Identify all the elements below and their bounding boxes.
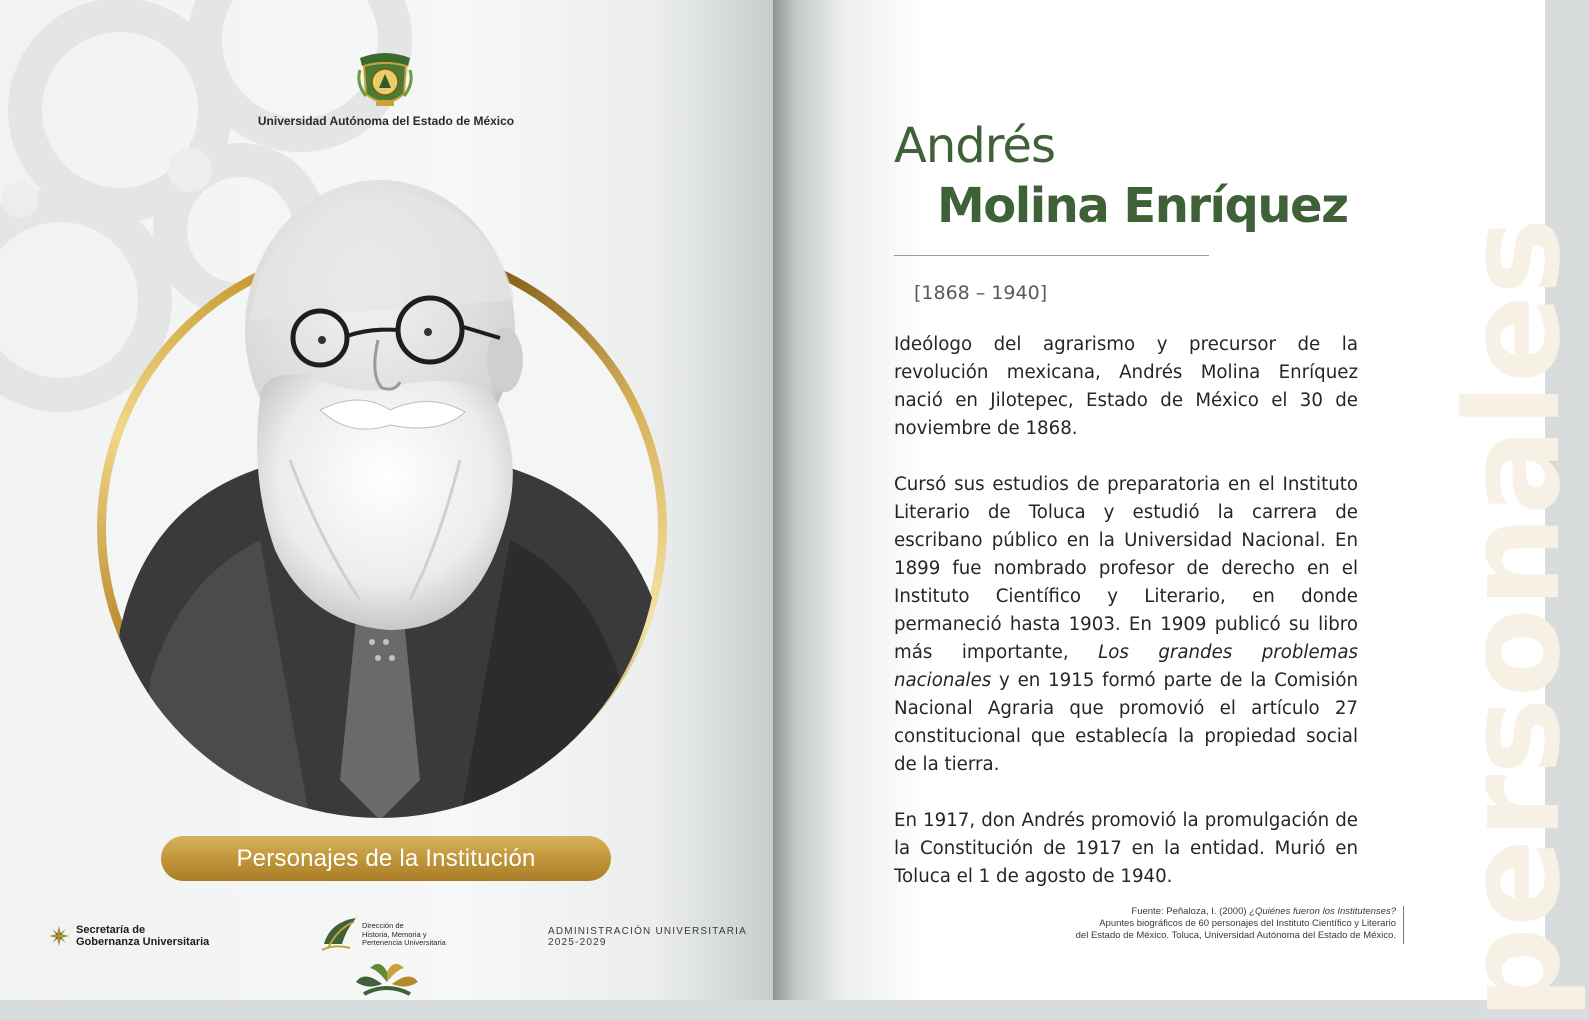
bio-paragraph-1: Ideólogo del agrarismo y precursor de la revolución mexicana, Andrés Molina Enríquez nació en Jilotepec, Estado de México el 30 de noviembre de 1868. [894, 334, 1358, 439]
personajes-banner: Personajes de la Institución [161, 836, 611, 881]
secretaria-label [76, 924, 236, 948]
direccion-line2: Historia, Memoria y [362, 929, 427, 939]
leaf-emblem-logo [350, 960, 424, 1000]
bio-paragraph-2 [894, 471, 1358, 779]
left-page [0, 0, 773, 1000]
source-line-2: Apuntes biográficos de 60 personajes del Instituto Científico y Literario [1099, 918, 1396, 929]
quill-leaf-logo [320, 914, 360, 954]
source-book: ¿Quiénes fueron los Institutenses? [1249, 906, 1396, 917]
admin-line1: ADMINISTRACIÓN UNIVERSITARIA [548, 926, 747, 937]
bio-paragraph-2-part-a: Cursó sus estudios de preparatoria en el Instituto Literario de Toluca y estudió la carrera de escribano público en la Universidad Nacional. En 1899 fue nombrado profesor de derecho en el Instituto Científico y Literario, en donde permaneció hasta 1903. En 1909 publicó su libro más importante, [894, 474, 1358, 663]
book-title: Los grandes problemas nacionales [894, 642, 1358, 691]
direccion-line3: Pertenencia Universitaria [362, 938, 446, 947]
source-line-3: del Estado de México. Toluca, Universidad Autónoma del Estado de México. [1075, 930, 1396, 941]
uaem-shield-logo [354, 50, 416, 110]
bio-paragraph-3: En 1917, don Andrés promovió la promulgación de la Constitución de 1917 en la entidad. Murió en Toluca el 1 de agosto de 1940. [894, 810, 1358, 887]
source-line-1 [1040, 906, 1396, 918]
secretaria-star-icon [48, 925, 70, 947]
source-citation [1040, 906, 1396, 942]
source-prefix: Fuente: Peñaloza, I. (2000) [1131, 906, 1250, 917]
secretaria-line1: Secretaría de [76, 924, 146, 936]
title-last-name: Molina Enríquez [937, 178, 1348, 234]
title-first-name: Andrés [894, 118, 1055, 174]
secretaria-line2: Gobernanza Universitaria [76, 936, 210, 948]
bio-paragraph-2-part-b: y en 1915 formó parte de la Comisión Nacional Agraria que promovió el artículo 27 constitucional que establecía la propiedad social de la tierra. [894, 670, 1358, 775]
portrait-photo [60, 160, 700, 820]
direccion-label [362, 922, 472, 948]
university-name: Universidad Autónoma del Estado de México [257, 114, 515, 128]
source-divider [1403, 906, 1404, 944]
direccion-line1: Dirección de [362, 921, 404, 930]
administracion-label [548, 926, 748, 948]
biography-text [894, 331, 1358, 919]
watermark-text: personales [1437, 217, 1589, 1020]
life-dates: [1868 – 1940] [914, 282, 1048, 304]
admin-line2: 2025-2029 [548, 937, 607, 948]
title-divider [894, 255, 1209, 256]
